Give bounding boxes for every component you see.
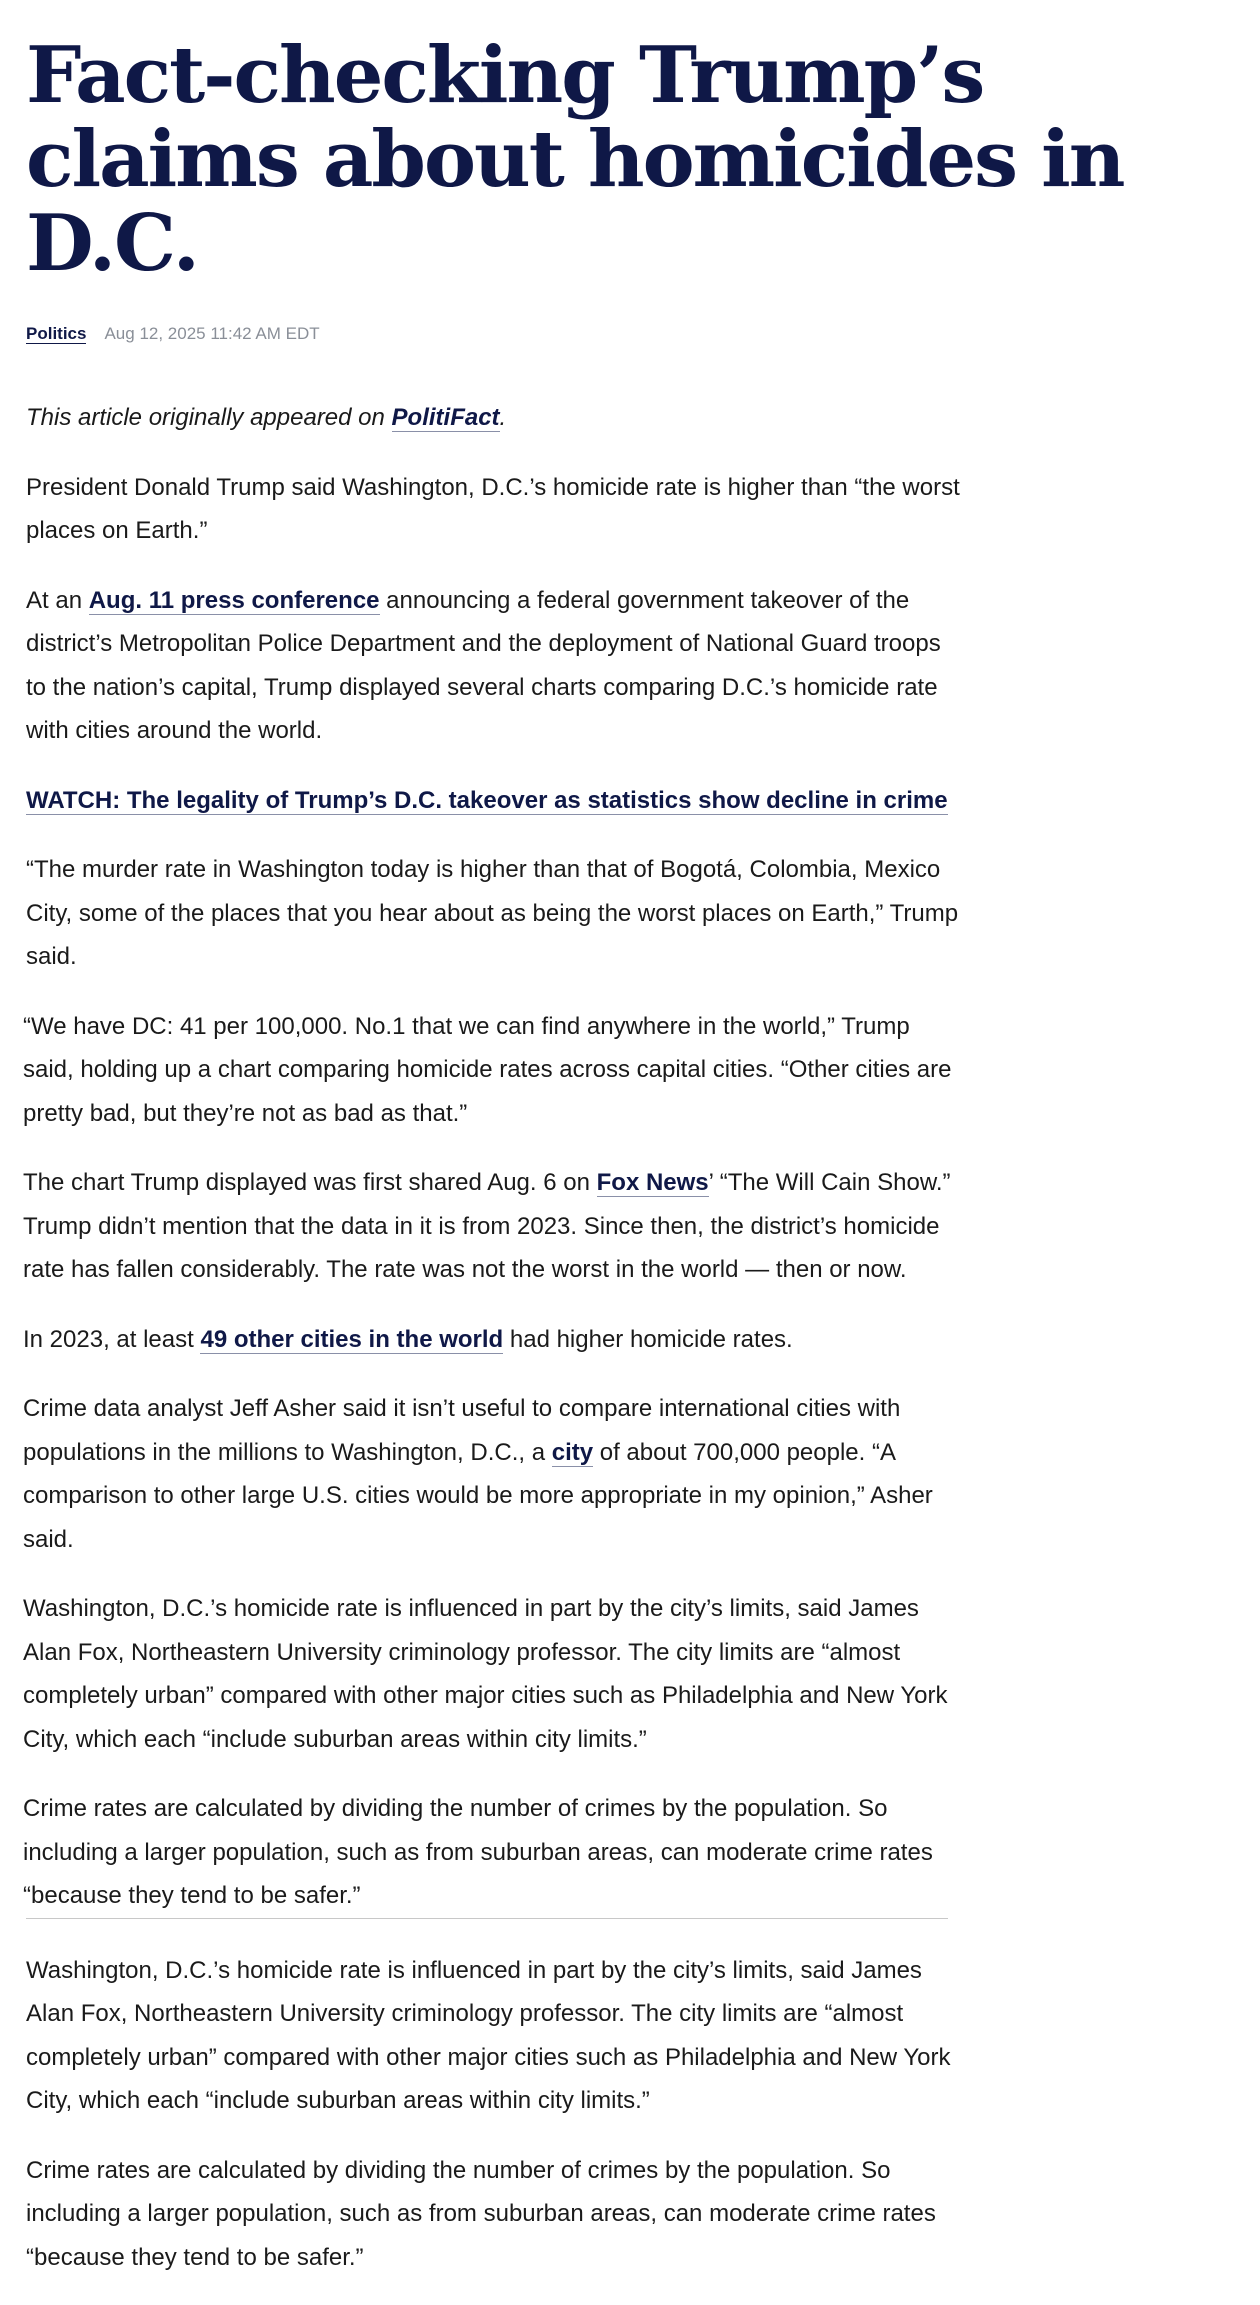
origin-suffix: . bbox=[499, 404, 507, 431]
paragraph-9: Crime rates are calculated by dividing the number of crimes by the population. So including a larger population, such as from suburban areas, can moderate crime rates “because they tend to be safer.” bbox=[23, 1795, 933, 1909]
publish-date: Aug 12, 2025 11:42 AM EDT bbox=[104, 324, 320, 343]
origin-prefix: This article originally appeared on bbox=[26, 404, 392, 431]
paragraph-5 bbox=[23, 1161, 966, 1292]
fox-news-link[interactable]: Fox News bbox=[596, 1169, 709, 1196]
article bbox=[23, 0, 1226, 2305]
section-link-politics[interactable]: Politics bbox=[26, 323, 87, 343]
paragraph-3: “The murder rate in Washington today is higher than that of Bogotá, Colombia, Mexico City, some of the places that you hear about as being the worst places on Earth,” Trump said. bbox=[26, 856, 959, 970]
paragraph-5-suffix: ’ “The Will Cain Show.” Trump didn’t mention that the data in it is from 2023. Since then, the district’s homicide rate has fallen considerably. The rate was not the worst in the world — then or now. bbox=[23, 1169, 951, 1283]
other-cities-link[interactable]: 49 other cities in the world bbox=[200, 1325, 504, 1353]
watch-link[interactable]: WATCH: The legality of Trump’s D.C. takeover as statistics show decline in crime bbox=[26, 786, 948, 814]
paragraph-6-suffix: had higher homicide rates. bbox=[503, 1325, 793, 1353]
paragraph-7 bbox=[23, 1387, 966, 1561]
article-meta bbox=[26, 322, 1226, 346]
paragraph-7-suffix: of about 700,000 people. “A comparison to other large U.S. cities would be more appropriate in my opinion,” Asher said. bbox=[23, 1438, 933, 1553]
paragraph-7-prefix: Crime data analyst Jeff Asher said it isn’t useful to compare international cities with populations in the millions to Washington, D.C., a bbox=[23, 1395, 901, 1466]
politifact-link[interactable]: PolitiFact bbox=[391, 404, 500, 431]
article-body bbox=[23, 396, 966, 2279]
paragraph-6-prefix: In 2023, at least bbox=[23, 1325, 201, 1353]
paragraph-8: Washington, D.C.’s homicide rate is influenced in part by the city’s limits, said James Alan Fox, Northeastern University criminology professor. The city limits are “almost completely urban” compared with other major cities such as Philadelphia and New York City, which each “include suburban areas within city limits.” bbox=[23, 1595, 948, 1753]
paragraph-4: “We have DC: 41 per 100,000. No.1 that we can find anywhere in the world,” Trump said, holding up a chart comparing homicide rates across capital cities. “Other cities are pretty bad, but they’re not as bad as that.” bbox=[23, 1012, 952, 1127]
origin-note bbox=[26, 396, 966, 440]
paragraph-11: Crime rates are calculated by dividing the number of crimes by the population. So including a larger population, such as from suburban areas, can moderate crime rates “because they tend to be safer.” bbox=[26, 2156, 936, 2271]
city-link[interactable]: city bbox=[551, 1438, 594, 1466]
paragraph-2-prefix: At an bbox=[26, 586, 89, 614]
press-conference-link[interactable]: Aug. 11 press conference bbox=[88, 586, 380, 614]
section-divider bbox=[26, 1918, 948, 1919]
paragraph-2-suffix: announcing a federal government takeover of the district’s Metropolitan Police Department and the deployment of National Guard troops to the nation’s capital, Trump displayed several charts comparing D.C.’s homicide rate with cities around the world. bbox=[26, 586, 941, 744]
watch-paragraph bbox=[26, 779, 966, 823]
paragraph-2 bbox=[26, 579, 966, 753]
paragraph-1: President Donald Trump said Washington, D.C.’s homicide rate is higher than “the worst places on Earth.” bbox=[26, 473, 960, 544]
paragraph-5-prefix: The chart Trump displayed was first shared Aug. 6 on bbox=[23, 1169, 597, 1196]
paragraph-6 bbox=[23, 1318, 966, 1362]
headline: Fact-checking Trump’s claims about homicides in D.C. bbox=[26, 30, 1124, 289]
paragraph-10: Washington, D.C.’s homicide rate is influenced in part by the city’s limits, said James Alan Fox, Northeastern University criminology professor. The city limits are “almost completely urban” compared with other major cities such as Philadelphia and New York City, which each “include suburban areas within city limits.” bbox=[26, 1956, 951, 2114]
